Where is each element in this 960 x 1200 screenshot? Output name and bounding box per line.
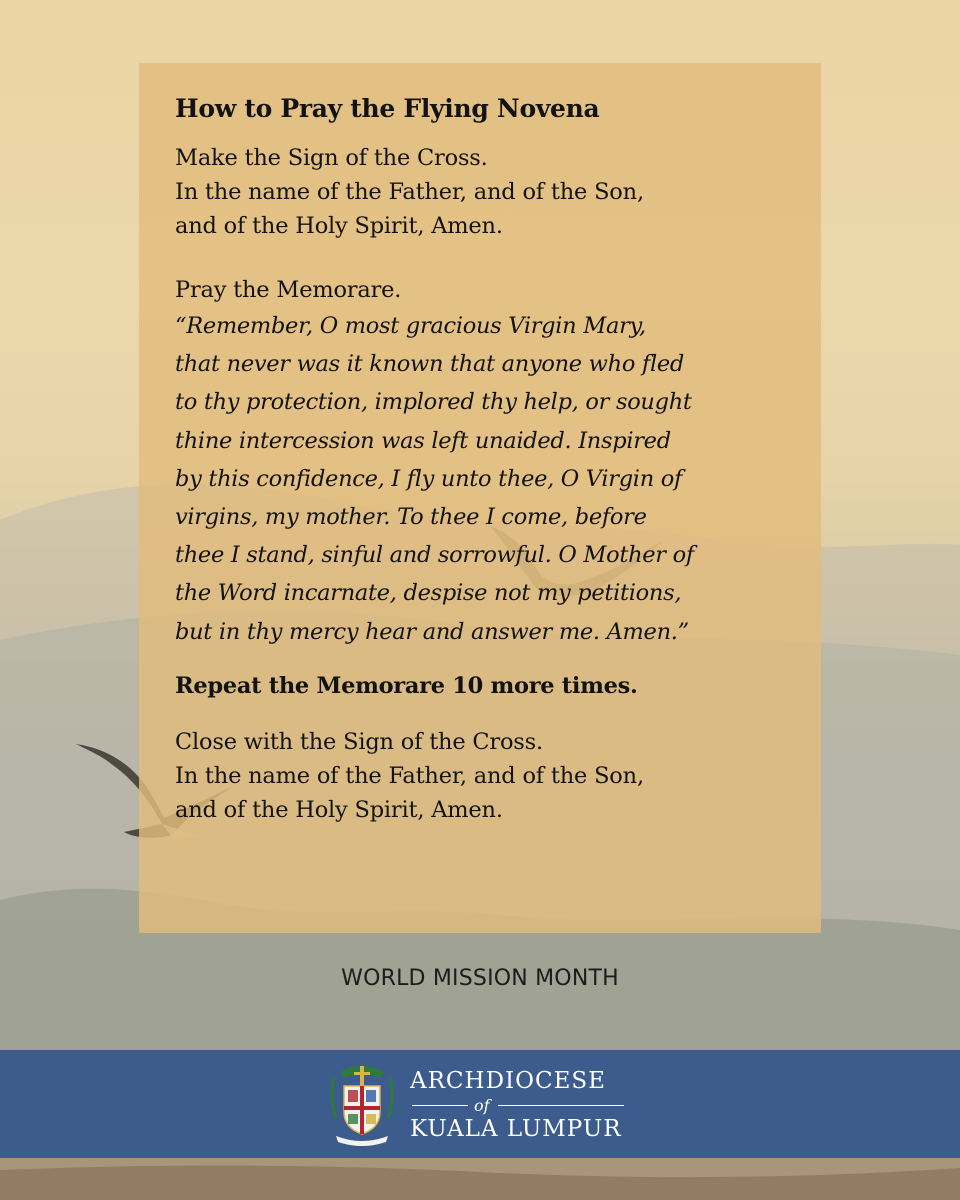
repeat-instruction: Repeat the Memorare 10 more times. [175, 672, 638, 699]
prayer-card [139, 63, 821, 933]
organization-banner [0, 1050, 960, 1158]
org-divider [498, 1105, 624, 1106]
closing-line: In the name of the Father, and of the Son, [175, 762, 644, 789]
memorare-line: the Word incarnate, despise not my petitions, [175, 580, 682, 607]
card-title: How to Pray the Flying Novena [175, 94, 600, 123]
closing-line: and of the Holy Spirit, Amen. [175, 796, 503, 823]
memorare-line: but in thy mercy hear and answer me. Amen.” [175, 618, 689, 645]
closing-sign-of-cross [175, 725, 785, 827]
memorare-line: thine intercession was left unaided. Inspired [175, 427, 671, 454]
memorare-line: thee I stand, sinful and sorrowful. O Mother of [175, 542, 694, 569]
memorare-intro: Pray the Memorare. [175, 277, 402, 303]
opening-sign-of-cross [175, 141, 785, 243]
memorare-line: to thy protection, implored thy help, or sought [175, 389, 692, 416]
org-name-line2: of [474, 1096, 490, 1115]
org-divider [412, 1105, 468, 1106]
memorare-line: “Remember, O most gracious Virgin Mary, [175, 313, 646, 339]
memorare-line: that never was it known that anyone who fled [175, 351, 684, 378]
opening-line: and of the Holy Spirit, Amen. [175, 213, 503, 239]
memorare-line: by this confidence, I fly unto thee, O Virgin of [175, 465, 683, 492]
memorare-line: virgins, my mother. To thee I come, before [175, 504, 647, 531]
opening-line: Make the Sign of the Cross. [175, 145, 488, 171]
org-name-line3: KUALA LUMPUR [410, 1116, 622, 1142]
memorare-prayer [175, 307, 785, 651]
org-name-line1: ARCHDIOCESE [410, 1068, 606, 1094]
closing-line: Close with the Sign of the Cross. [175, 728, 543, 755]
opening-line: In the name of the Father, and of the Son, [175, 179, 644, 205]
campaign-label: WORLD MISSION MONTH [341, 966, 619, 991]
coat-of-arms-icon [330, 1062, 394, 1146]
